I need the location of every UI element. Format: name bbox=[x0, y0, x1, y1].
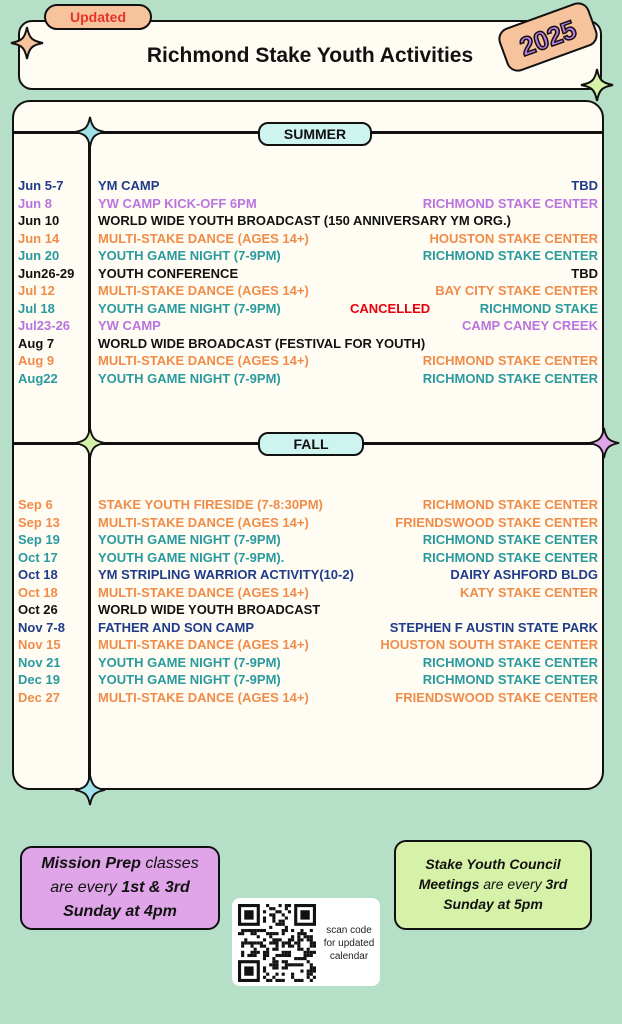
council-line2: are every bbox=[479, 876, 546, 892]
event-name: YW CAMP KICK-OFF 6PM bbox=[98, 195, 257, 211]
event-date: Oct 17 bbox=[18, 549, 58, 565]
event-location: TBD bbox=[571, 265, 598, 281]
event-date: Jun 20 bbox=[18, 248, 60, 263]
event-name: MULTI-STAKE DANCE (AGES 14+) bbox=[98, 584, 309, 600]
council-title: Stake Youth Council bbox=[425, 856, 561, 872]
schedule-row bbox=[18, 654, 598, 671]
event-location: RICHMOND STAKE CENTER bbox=[422, 532, 598, 547]
mission-prep-title: Mission Prep bbox=[41, 855, 141, 872]
event-location: RICHMOND STAKE CENTER bbox=[422, 195, 598, 211]
event-date: Jun 10 bbox=[18, 213, 60, 228]
mission-prep-line2: are every bbox=[50, 879, 122, 896]
mission-prep-days: 1st & 3rd bbox=[121, 879, 190, 896]
event-location: STEPHEN F AUSTIN STATE PARK bbox=[389, 619, 598, 635]
schedule-row bbox=[18, 300, 598, 317]
schedule-row bbox=[18, 619, 598, 636]
event-date: Aug 9 bbox=[18, 353, 55, 368]
schedule-row bbox=[18, 247, 598, 264]
event-name: STAKE YOUTH FIRESIDE (7-8:30PM) bbox=[98, 497, 323, 512]
event-location: RICHMOND STAKE bbox=[479, 300, 598, 316]
schedule-row bbox=[18, 230, 598, 247]
schedule-row bbox=[18, 335, 598, 352]
event-name: YOUTH CONFERENCE bbox=[98, 265, 239, 281]
schedule-row bbox=[18, 549, 598, 566]
schedule-row bbox=[18, 265, 598, 282]
event-name: YOUTH GAME NIGHT (7-9PM) bbox=[98, 370, 281, 386]
mission-prep-text bbox=[20, 852, 220, 924]
event-name: MULTI-STAKE DANCE (AGES 14+) bbox=[98, 637, 309, 652]
event-name: MULTI-STAKE DANCE (AGES 14+) bbox=[98, 230, 309, 246]
event-location: RICHMOND STAKE CENTER bbox=[422, 497, 598, 512]
event-location: HOUSTON STAKE CENTER bbox=[429, 230, 598, 246]
council-week: 3rd bbox=[545, 876, 568, 892]
schedule-row bbox=[18, 370, 598, 387]
event-location: RICHMOND STAKE CENTER bbox=[422, 248, 598, 263]
schedule-row bbox=[18, 195, 598, 212]
event-location: KATY STAKE CENTER bbox=[460, 584, 598, 600]
schedule-row bbox=[18, 212, 598, 229]
event-location: RICHMOND STAKE CENTER bbox=[422, 672, 598, 687]
schedule-row bbox=[18, 496, 598, 513]
schedule-row bbox=[18, 636, 598, 653]
youth-council-text bbox=[394, 854, 592, 914]
event-location: FRIENDSWOOD STAKE CENTER bbox=[395, 689, 598, 705]
event-location: BAY CITY STAKE CENTER bbox=[435, 283, 598, 298]
mission-prep-line1: classes bbox=[140, 855, 199, 872]
event-date: Oct 18 bbox=[18, 567, 58, 582]
event-location: RICHMOND STAKE CENTER bbox=[422, 654, 598, 670]
updated-badge: Updated bbox=[44, 4, 152, 30]
event-name: MULTI-STAKE DANCE (AGES 14+) bbox=[98, 283, 309, 298]
qr-code-icon[interactable] bbox=[238, 904, 316, 982]
event-name: YOUTH GAME NIGHT (7-9PM) bbox=[98, 300, 281, 316]
event-date: Sep 13 bbox=[18, 514, 60, 530]
event-date: Jun 5-7 bbox=[18, 178, 64, 193]
event-name: YOUTH GAME NIGHT (7-9PM). bbox=[98, 549, 285, 565]
qr-caption: scan code for updated calendar bbox=[323, 925, 375, 962]
event-date: Aug 7 bbox=[18, 335, 55, 351]
event-location: FRIENDSWOOD STAKE CENTER bbox=[395, 514, 598, 530]
event-date: Oct 26 bbox=[18, 602, 58, 617]
event-date: Oct 18 bbox=[18, 584, 58, 600]
schedule-row bbox=[18, 317, 598, 334]
sparkle-star-icon bbox=[74, 774, 106, 806]
sparkle-star-icon bbox=[588, 427, 620, 459]
event-name: MULTI-STAKE DANCE (AGES 14+) bbox=[98, 689, 309, 705]
event-location: CAMP CANEY CREEK bbox=[461, 318, 598, 333]
event-date: Nov 15 bbox=[18, 637, 61, 652]
event-location: RICHMOND STAKE CENTER bbox=[422, 549, 598, 565]
event-name: WORLD WIDE YOUTH BROADCAST bbox=[98, 602, 321, 617]
event-date: Dec 19 bbox=[18, 672, 60, 687]
event-date: Aug22 bbox=[18, 370, 58, 386]
schedule-row bbox=[18, 352, 598, 369]
event-date: Nov 7-8 bbox=[18, 619, 65, 635]
year-label: 2025 bbox=[515, 14, 581, 62]
event-name: WORLD WIDE YOUTH BROADCAST (150 ANNIVERSARY YM ORG.) bbox=[98, 213, 511, 228]
sparkle-star-icon bbox=[10, 26, 44, 60]
schedule-row bbox=[18, 671, 598, 688]
event-name: YOUTH GAME NIGHT (7-9PM) bbox=[98, 672, 281, 687]
schedule-row bbox=[18, 282, 598, 299]
schedule-row bbox=[18, 531, 598, 548]
schedule-row bbox=[18, 601, 598, 618]
event-date: Jun 14 bbox=[18, 230, 60, 246]
event-name: YOUTH GAME NIGHT (7-9PM) bbox=[98, 532, 281, 547]
council-time: Sunday at 5pm bbox=[443, 896, 543, 912]
event-name: MULTI-STAKE DANCE (AGES 14+) bbox=[98, 514, 309, 530]
event-name: MULTI-STAKE DANCE (AGES 14+) bbox=[98, 353, 309, 368]
event-date: Sep 6 bbox=[18, 497, 53, 512]
event-name: WORLD WIDE BROADCAST (FESTIVAL FOR YOUTH) bbox=[98, 335, 426, 351]
event-name: YOUTH GAME NIGHT (7-9PM) bbox=[98, 654, 281, 670]
event-location: DAIRY ASHFORD BLDG bbox=[450, 567, 598, 582]
section-header-summer: SUMMER bbox=[258, 122, 372, 146]
event-name: YM STRIPLING WARRIOR ACTIVITY(10-2) bbox=[98, 567, 354, 582]
event-location: HOUSTON SOUTH STAKE CENTER bbox=[380, 637, 598, 652]
section-header-fall: FALL bbox=[258, 432, 364, 456]
event-location: RICHMOND STAKE CENTER bbox=[422, 370, 598, 386]
event-name: FATHER AND SON CAMP bbox=[98, 619, 254, 635]
schedule-row bbox=[18, 566, 598, 583]
event-date: Jul23-26 bbox=[18, 318, 71, 333]
mission-prep-time: Sunday at 4pm bbox=[63, 903, 177, 920]
event-name: YW CAMP bbox=[98, 318, 161, 333]
event-location: TBD bbox=[571, 178, 598, 193]
event-date: Dec 27 bbox=[18, 689, 60, 705]
schedule-row bbox=[18, 689, 598, 706]
schedule-row bbox=[18, 177, 598, 194]
page-title: Richmond Stake Youth Activities bbox=[146, 44, 474, 67]
sparkle-star-icon bbox=[74, 427, 106, 459]
event-location: RICHMOND STAKE CENTER bbox=[422, 353, 598, 368]
council-meetings: Meetings bbox=[418, 876, 480, 892]
event-date: Jun26-29 bbox=[18, 265, 75, 281]
event-status-note: CANCELLED bbox=[350, 300, 431, 316]
event-date: Jul 12 bbox=[18, 283, 55, 298]
event-name: YOUTH GAME NIGHT (7-9PM) bbox=[98, 248, 281, 263]
schedule-row bbox=[18, 584, 598, 601]
event-date: Nov 21 bbox=[18, 654, 61, 670]
sparkle-star-icon bbox=[580, 68, 614, 102]
event-name: YM CAMP bbox=[98, 178, 160, 193]
sparkle-star-icon bbox=[74, 116, 106, 148]
event-date: Jun 8 bbox=[18, 195, 52, 211]
event-date: Jul 18 bbox=[18, 300, 55, 316]
schedule-row bbox=[18, 514, 598, 531]
event-date: Sep 19 bbox=[18, 532, 60, 547]
